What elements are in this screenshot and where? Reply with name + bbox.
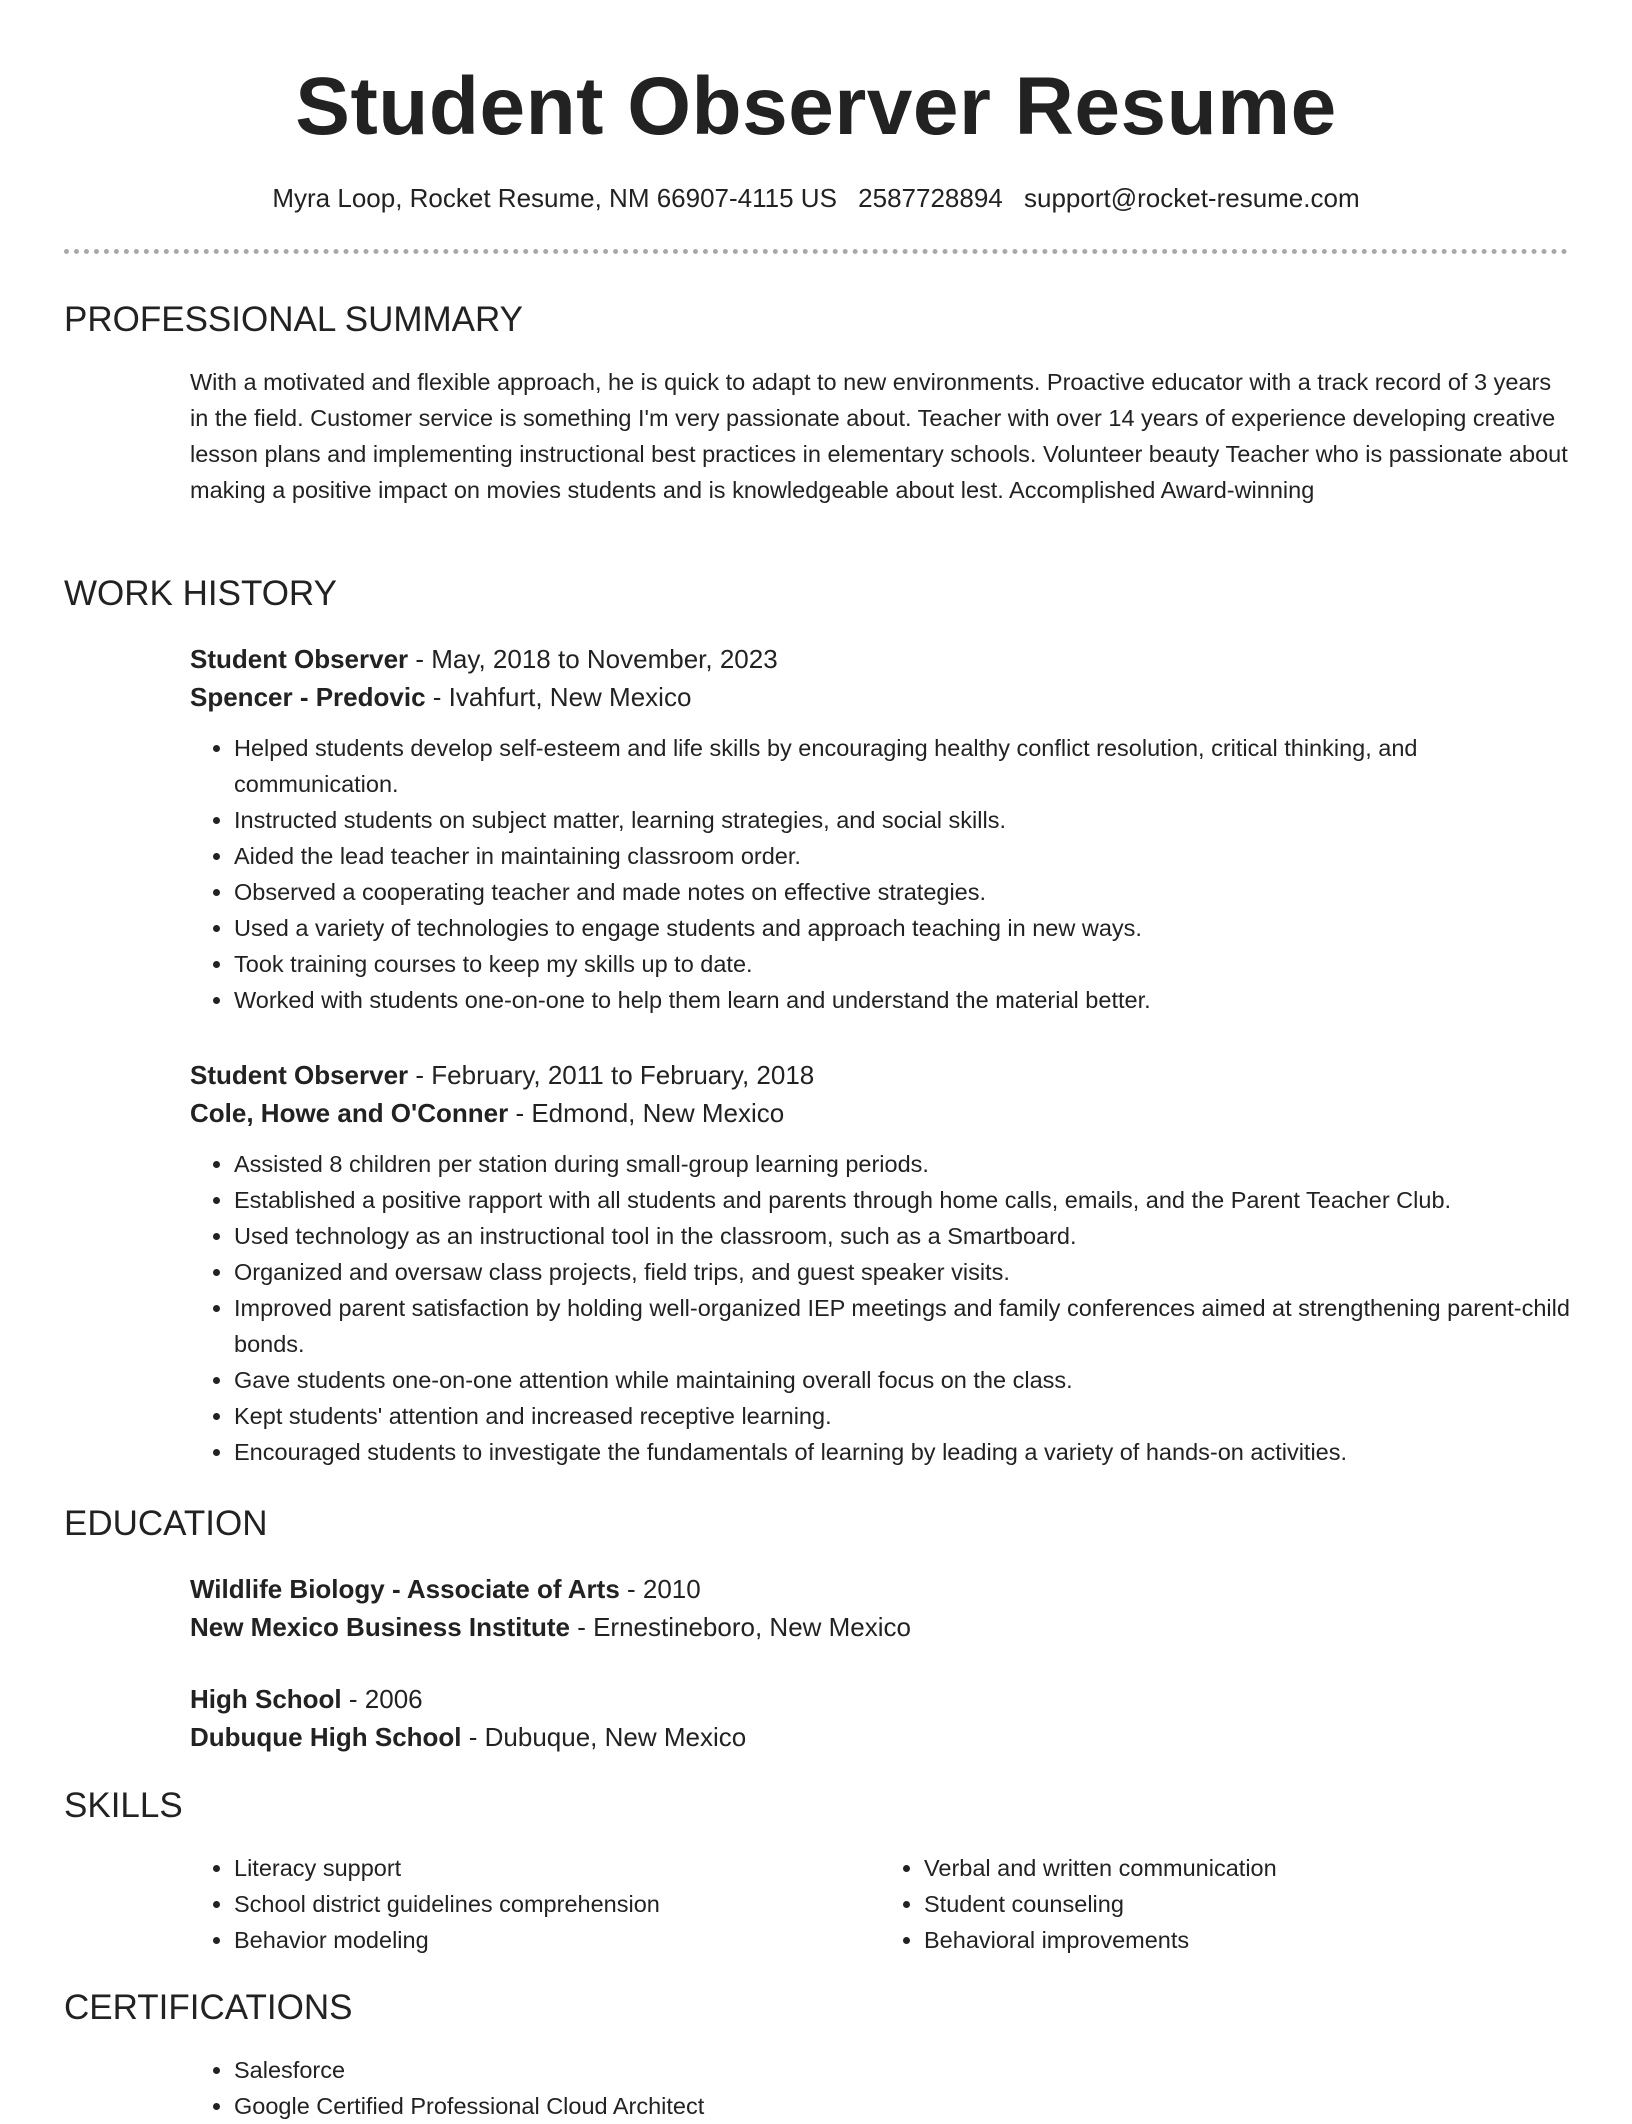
education-entry-1 <box>190 1570 1570 1646</box>
job-location: - Ivahfurt, New Mexico <box>425 682 692 712</box>
list-item: • Verbal and written communication <box>924 1850 1570 1886</box>
job-entry-2 <box>190 1056 1570 1470</box>
job-title: Student Observer <box>190 1060 409 1090</box>
skills-heading: SKILLS <box>64 1786 183 1825</box>
contact-address: Myra Loop, Rocket Resume, NM 66907-4115 US <box>272 183 837 213</box>
skills-section <box>190 1850 1570 1958</box>
school-line <box>190 1608 1570 1646</box>
certifications-heading: CERTIFICATIONS <box>64 1988 353 2027</box>
certifications-section <box>190 2052 1570 2124</box>
school-location: - Ernestineboro, New Mexico <box>569 1612 912 1642</box>
degree-name: Wildlife Biology - Associate of Arts <box>190 1574 620 1604</box>
education-entry-2 <box>190 1680 1570 1756</box>
job-title-line <box>190 640 1570 678</box>
job-title-line <box>190 1056 1570 1094</box>
summary-heading: PROFESSIONAL SUMMARY <box>64 300 523 339</box>
list-item: • Aided the lead teacher in maintaining classroom order. <box>234 838 1570 874</box>
list-item: • Google Certified Professional Cloud Architect <box>234 2088 1570 2124</box>
list-item: • Observed a cooperating teacher and made notes on effective strategies. <box>234 874 1570 910</box>
list-item: • Student counseling <box>924 1886 1570 1922</box>
skills-columns <box>190 1850 1570 1958</box>
job-location: - Edmond, New Mexico <box>508 1098 785 1128</box>
contact-line <box>0 180 1632 216</box>
job-company: Cole, Howe and O'Conner <box>190 1098 509 1128</box>
list-item: • Helped students develop self-esteem and life skills by encouraging healthy conflict resolution, critical thinking, and communication. <box>234 730 1570 802</box>
summary-text: With a motivated and flexible approach, he is quick to adapt to new environments. Proactive educator with a track record of 3 years in the field. Customer service is something I'm very passionate about. Teacher with over 14 years of experience developing creative lesson plans and implementing instructional best practices in elementary schools. Volunteer beauty Teacher who is passionate about making a positive impact on movies students and is knowledgeable about lest. Accomplished Award-winning <box>190 369 1568 503</box>
school-name: Dubuque High School <box>190 1722 462 1752</box>
school-name: New Mexico Business Institute <box>190 1612 570 1642</box>
list-item: • Behavioral improvements <box>924 1922 1570 1958</box>
resume-title: Student Observer Resume <box>295 61 1337 152</box>
education-heading: EDUCATION <box>64 1504 268 1543</box>
degree-line <box>190 1680 1570 1718</box>
list-item: • Used technology as an instructional tool in the classroom, such as a Smartboard. <box>234 1218 1570 1254</box>
list-item: • Encouraged students to investigate the fundamentals of learning by leading a variety of hands-on activities. <box>234 1434 1570 1470</box>
list-item: • Gave students one-on-one attention while maintaining overall focus on the class. <box>234 1362 1570 1398</box>
list-item: • Organized and oversaw class projects, field trips, and guest speaker visits. <box>234 1254 1570 1290</box>
list-item: • Instructed students on subject matter, learning strategies, and social skills. <box>234 802 1570 838</box>
header-divider <box>64 249 1568 254</box>
job-title: Student Observer <box>190 644 409 674</box>
job-bullets <box>190 1146 1570 1470</box>
degree-name: High School <box>190 1684 342 1714</box>
contact-phone: 2587728894 <box>858 183 1003 213</box>
list-item: • Worked with students one-on-one to help them learn and understand the material better. <box>234 982 1570 1018</box>
school-line <box>190 1718 1570 1756</box>
job-company-line <box>190 1094 1570 1132</box>
school-location: - Dubuque, New Mexico <box>461 1722 747 1752</box>
list-item: • Salesforce <box>234 2052 1570 2088</box>
list-item: • Behavior modeling <box>234 1922 880 1958</box>
list-item: • School district guidelines comprehension <box>234 1886 880 1922</box>
list-item: • Literacy support <box>234 1850 880 1886</box>
list-item: • Used a variety of technologies to engage students and approach teaching in new ways. <box>234 910 1570 946</box>
list-item: • Assisted 8 children per station during small-group learning periods. <box>234 1146 1570 1182</box>
certifications-list <box>190 2052 1570 2124</box>
degree-year: - 2010 <box>619 1574 701 1604</box>
job-dates: - May, 2018 to November, 2023 <box>408 644 778 674</box>
skills-list-left <box>190 1850 880 1958</box>
contact-email: support@rocket-resume.com <box>1024 183 1360 213</box>
work-heading: WORK HISTORY <box>64 574 337 613</box>
degree-line <box>190 1570 1570 1608</box>
job-company: Spencer - Predovic <box>190 682 426 712</box>
job-dates: - February, 2011 to February, 2018 <box>408 1060 815 1090</box>
job-entry-1 <box>190 640 1570 1018</box>
job-bullets <box>190 730 1570 1018</box>
degree-year: - 2006 <box>341 1684 423 1714</box>
list-item: • Established a positive rapport with all students and parents through home calls, emails, and the Parent Teacher Club. <box>234 1182 1570 1218</box>
summary-section <box>190 364 1570 508</box>
list-item: • Took training courses to keep my skills up to date. <box>234 946 1570 982</box>
list-item: • Kept students' attention and increased receptive learning. <box>234 1398 1570 1434</box>
job-company-line <box>190 678 1570 716</box>
list-item: • Improved parent satisfaction by holding well-organized IEP meetings and family conferences aimed at strengthening parent-child bonds. <box>234 1290 1570 1362</box>
skills-list-right <box>880 1850 1570 1958</box>
